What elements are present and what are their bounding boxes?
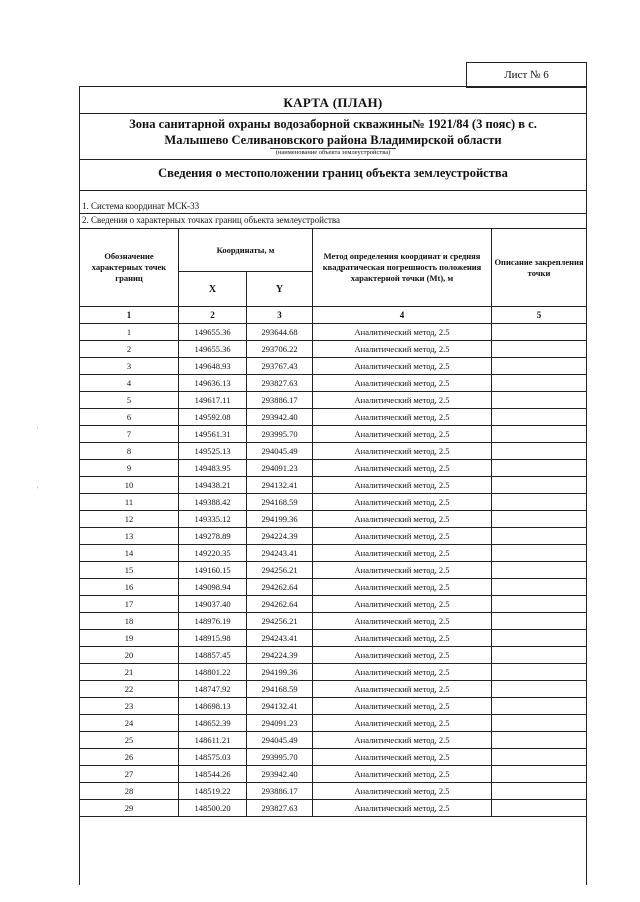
cell-description	[492, 494, 587, 511]
table-row	[80, 477, 587, 494]
cell-point: 2	[80, 341, 179, 358]
cell-method: Аналитический метод, 2.5	[313, 443, 492, 460]
cell-method: Аналитический метод, 2.5	[313, 681, 492, 698]
cell-method: Аналитический метод, 2.5	[313, 715, 492, 732]
document-title: КАРТА (ПЛАН)	[283, 95, 383, 110]
cell-x: 149098.94	[179, 579, 247, 596]
table-row	[80, 426, 587, 443]
table-row	[80, 698, 587, 715]
points-caption: 2. Сведения о характерных точках границ объекта землеустройства	[82, 215, 341, 225]
cell-y: 294262.64	[247, 596, 313, 613]
cell-point: 7	[80, 426, 179, 443]
table-row	[80, 562, 587, 579]
cell-point: 16	[80, 579, 179, 596]
header-coords: Координаты, м	[179, 229, 313, 272]
cell-description	[492, 562, 587, 579]
cell-point: 22	[80, 681, 179, 698]
divider	[80, 159, 586, 160]
cell-description	[492, 460, 587, 477]
cell-x: 148976.19	[179, 613, 247, 630]
cell-y: 293886.17	[247, 783, 313, 800]
cell-y: 294243.41	[247, 545, 313, 562]
cell-description	[492, 341, 587, 358]
section-title: Сведения о местоположении границ объекта землеустройства	[158, 166, 508, 180]
cell-description	[492, 630, 587, 647]
table-row	[80, 664, 587, 681]
cell-y: 294045.49	[247, 443, 313, 460]
cell-description	[492, 324, 587, 341]
cell-x: 148698.13	[179, 698, 247, 715]
cell-y: 293886.17	[247, 392, 313, 409]
cell-x: 149592.08	[179, 409, 247, 426]
cell-y: 294091.23	[247, 715, 313, 732]
cell-y: 293942.40	[247, 766, 313, 783]
cell-point: 28	[80, 783, 179, 800]
table-row	[80, 749, 587, 766]
cell-y: 293706.22	[247, 341, 313, 358]
cell-x: 149160.15	[179, 562, 247, 579]
cell-y: 293995.70	[247, 426, 313, 443]
cell-point: 26	[80, 749, 179, 766]
table-row	[80, 732, 587, 749]
cell-point: 13	[80, 528, 179, 545]
cell-description	[492, 664, 587, 681]
cell-point: 21	[80, 664, 179, 681]
cell-point: 14	[80, 545, 179, 562]
header-method: Метод определения координат и средняя квадратическая погрешность положения характерной точки (Mt), м	[313, 229, 492, 307]
divider	[80, 213, 586, 214]
table-row	[80, 341, 587, 358]
cell-method: Аналитический метод, 2.5	[313, 409, 492, 426]
object-note-text: (наименование объекта землеустройства)	[270, 148, 397, 156]
cell-method: Аналитический метод, 2.5	[313, 460, 492, 477]
table-row	[80, 783, 587, 800]
cell-description	[492, 749, 587, 766]
cell-x: 149278.89	[179, 528, 247, 545]
cell-point: 20	[80, 647, 179, 664]
cell-description	[492, 528, 587, 545]
cell-x: 149335.12	[179, 511, 247, 528]
cell-description	[492, 715, 587, 732]
table-row	[80, 596, 587, 613]
cell-description	[492, 732, 587, 749]
cell-point: 17	[80, 596, 179, 613]
object-note	[80, 149, 586, 156]
scan-speck: ʾ	[36, 426, 39, 435]
cell-description	[492, 579, 587, 596]
document-subtitle-line-1: Зона санитарной охраны водозаборной скважины№ 1921/84 (3 пояс) в с.	[129, 117, 537, 131]
cell-y: 293995.70	[247, 749, 313, 766]
cell-point: 3	[80, 358, 179, 375]
table-row	[80, 545, 587, 562]
cell-y: 294243.41	[247, 630, 313, 647]
col-number-3: 3	[247, 307, 313, 324]
table-row	[80, 800, 587, 817]
cell-method: Аналитический метод, 2.5	[313, 579, 492, 596]
table-row	[80, 579, 587, 596]
cell-description	[492, 409, 587, 426]
cell-point: 6	[80, 409, 179, 426]
cell-x: 149655.36	[179, 341, 247, 358]
cell-description	[492, 511, 587, 528]
cell-point: 1	[80, 324, 179, 341]
header-description: Описание закрепления точки	[492, 229, 587, 307]
cell-point: 27	[80, 766, 179, 783]
cell-point: 25	[80, 732, 179, 749]
col-number-5: 5	[492, 307, 587, 324]
header-y: Y	[247, 272, 313, 307]
cell-y: 293827.63	[247, 800, 313, 817]
table-row	[80, 630, 587, 647]
cell-method: Аналитический метод, 2.5	[313, 613, 492, 630]
cell-x: 149388.42	[179, 494, 247, 511]
cell-x: 149655.36	[179, 324, 247, 341]
cell-x: 148652.39	[179, 715, 247, 732]
cell-y: 294262.64	[247, 579, 313, 596]
cell-point: 19	[80, 630, 179, 647]
cell-method: Аналитический метод, 2.5	[313, 528, 492, 545]
cell-y: 294132.41	[247, 477, 313, 494]
cell-description	[492, 783, 587, 800]
cell-method: Аналитический метод, 2.5	[313, 477, 492, 494]
table-row	[80, 715, 587, 732]
cell-description	[492, 766, 587, 783]
cell-method: Аналитический метод, 2.5	[313, 783, 492, 800]
cell-method: Аналитический метод, 2.5	[313, 664, 492, 681]
table-row	[80, 613, 587, 630]
cell-y: 294224.39	[247, 528, 313, 545]
table-row	[80, 681, 587, 698]
cell-description	[492, 698, 587, 715]
cell-x: 148915.98	[179, 630, 247, 647]
cell-x: 149617.11	[179, 392, 247, 409]
cell-x: 149220.35	[179, 545, 247, 562]
table-row	[80, 766, 587, 783]
cell-x: 149438.21	[179, 477, 247, 494]
cell-x: 149483.95	[179, 460, 247, 477]
cell-method: Аналитический метод, 2.5	[313, 766, 492, 783]
cell-description	[492, 800, 587, 817]
cell-method: Аналитический метод, 2.5	[313, 596, 492, 613]
table-row	[80, 324, 587, 341]
cell-x: 149636.13	[179, 375, 247, 392]
table-row	[80, 409, 587, 426]
cell-y: 294168.59	[247, 681, 313, 698]
cell-method: Аналитический метод, 2.5	[313, 426, 492, 443]
divider	[80, 113, 586, 114]
cell-description	[492, 477, 587, 494]
cell-point: 9	[80, 460, 179, 477]
coordinate-system-line: 1. Система координат МСК-33	[82, 201, 200, 211]
cell-y: 294199.36	[247, 664, 313, 681]
col-number-1: 1	[80, 307, 179, 324]
cell-y: 294224.39	[247, 647, 313, 664]
table-row	[80, 647, 587, 664]
cell-y: 294091.23	[247, 460, 313, 477]
document-frame	[79, 86, 587, 885]
cell-point: 12	[80, 511, 179, 528]
cell-x: 148519.22	[179, 783, 247, 800]
cell-method: Аналитический метод, 2.5	[313, 341, 492, 358]
cell-description	[492, 647, 587, 664]
sheet-number-label	[466, 62, 587, 88]
cell-x: 148500.20	[179, 800, 247, 817]
cell-point: 24	[80, 715, 179, 732]
cell-method: Аналитический метод, 2.5	[313, 562, 492, 579]
cell-method: Аналитический метод, 2.5	[313, 630, 492, 647]
cell-method: Аналитический метод, 2.5	[313, 749, 492, 766]
cell-method: Аналитический метод, 2.5	[313, 647, 492, 664]
cell-x: 149561.31	[179, 426, 247, 443]
cell-method: Аналитический метод, 2.5	[313, 358, 492, 375]
table-row	[80, 511, 587, 528]
cell-x: 148544.26	[179, 766, 247, 783]
cell-description	[492, 358, 587, 375]
cell-y: 293644.68	[247, 324, 313, 341]
cell-point: 10	[80, 477, 179, 494]
cell-y: 294132.41	[247, 698, 313, 715]
col-number-2: 2	[179, 307, 247, 324]
scan-speck: ʾ	[36, 486, 39, 495]
cell-x: 148575.03	[179, 749, 247, 766]
cell-point: 8	[80, 443, 179, 460]
cell-description	[492, 443, 587, 460]
cell-point: 11	[80, 494, 179, 511]
cell-x: 149037.40	[179, 596, 247, 613]
table-row	[80, 392, 587, 409]
cell-method: Аналитический метод, 2.5	[313, 375, 492, 392]
col-number-4: 4	[313, 307, 492, 324]
cell-point: 29	[80, 800, 179, 817]
cell-description	[492, 392, 587, 409]
cell-method: Аналитический метод, 2.5	[313, 698, 492, 715]
cell-method: Аналитический метод, 2.5	[313, 511, 492, 528]
table-row	[80, 443, 587, 460]
divider	[80, 190, 586, 191]
cell-y: 293942.40	[247, 409, 313, 426]
cell-method: Аналитический метод, 2.5	[313, 324, 492, 341]
cell-description	[492, 426, 587, 443]
cell-y: 294045.49	[247, 732, 313, 749]
cell-description	[492, 375, 587, 392]
cell-method: Аналитический метод, 2.5	[313, 732, 492, 749]
cell-method: Аналитический метод, 2.5	[313, 545, 492, 562]
cell-description	[492, 545, 587, 562]
cell-description	[492, 613, 587, 630]
cell-method: Аналитический метод, 2.5	[313, 392, 492, 409]
cell-x: 148611.21	[179, 732, 247, 749]
coordinates-table	[79, 228, 587, 817]
table-row	[80, 375, 587, 392]
cell-point: 5	[80, 392, 179, 409]
table-row	[80, 528, 587, 545]
cell-description	[492, 681, 587, 698]
cell-y: 294199.36	[247, 511, 313, 528]
cell-point: 23	[80, 698, 179, 715]
cell-y: 294256.21	[247, 562, 313, 579]
cell-x: 149648.93	[179, 358, 247, 375]
cell-description	[492, 596, 587, 613]
cell-x: 148801.22	[179, 664, 247, 681]
cell-x: 149525.13	[179, 443, 247, 460]
cell-x: 148747.92	[179, 681, 247, 698]
cell-point: 18	[80, 613, 179, 630]
cell-method: Аналитический метод, 2.5	[313, 800, 492, 817]
table-row	[80, 494, 587, 511]
header-x: X	[179, 272, 247, 307]
cell-point: 15	[80, 562, 179, 579]
header-point: Обозначение характерных точек границ	[80, 229, 179, 307]
cell-y: 293827.63	[247, 375, 313, 392]
cell-y: 293767.43	[247, 358, 313, 375]
document-subtitle-line-2: Малышево Селивановского района Владимирской области	[164, 133, 502, 147]
cell-method: Аналитический метод, 2.5	[313, 494, 492, 511]
table-row	[80, 358, 587, 375]
cell-y: 294256.21	[247, 613, 313, 630]
cell-y: 294168.59	[247, 494, 313, 511]
table-row	[80, 460, 587, 477]
coordinates-table-body	[80, 324, 587, 817]
cell-x: 148857.45	[179, 647, 247, 664]
sheet-number-text: Лист № 6	[504, 69, 549, 81]
cell-point: 4	[80, 375, 179, 392]
